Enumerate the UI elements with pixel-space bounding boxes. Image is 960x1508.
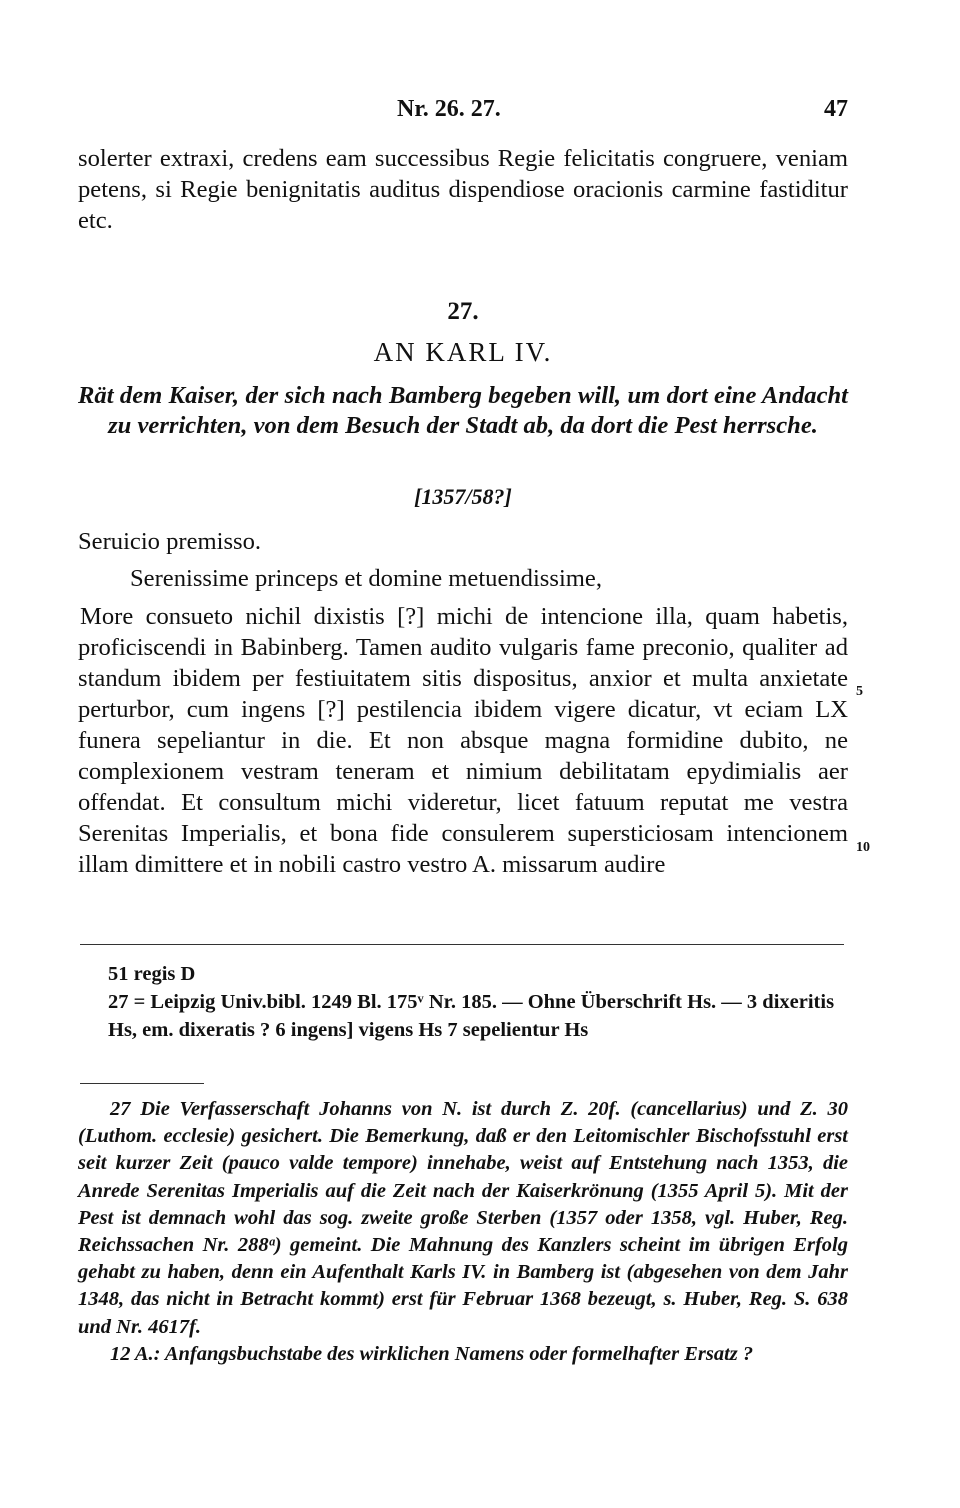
letter-body: More consueto nichil dixistis [?] michi de intencione illa, quam habetis, proficiscendi in Babinberg. Tamen audito vulgaris fame preconio, qualiter ad standum ibidem per festiuitatem sitis dispositus, anxior et multa anxietate perturbor, cum ingens [?] pestilencia ibidem vigere dicatur, vt eciam LX funera sepeliantur in die. Et non absque magna formidine dubito, ne complexionem vestram teneram et nimium debilitatam epydimialis aer offendat. Et consultum michi videretur, licet fatuum reputat me vestra Serenitas Imperialis, et bona fide consulerem supersticiosam intencionem illam dimittere et in nobili castro vestro A. missarum audire bbox=[78, 603, 848, 878]
document-summary: Rät dem Kaiser, der sich nach Bamberg begeben will, um dort eine Andacht zu verrichten, von dem Besuch der Stadt ab, da dort die Pest herrsche. bbox=[78, 382, 848, 439]
critical-apparatus bbox=[78, 960, 848, 1044]
salutation: Seruicio premisso. bbox=[78, 528, 262, 555]
document-number: 27. bbox=[447, 298, 479, 325]
footnote-divider bbox=[80, 944, 844, 945]
address-line: Serenissime princeps et domine metuendissime, bbox=[130, 565, 602, 592]
document-date: [1357/58?] bbox=[414, 484, 512, 509]
page-number: 47 bbox=[824, 96, 848, 122]
commentary-notes bbox=[78, 1096, 848, 1368]
line-number-5: 5 bbox=[856, 684, 863, 699]
apparatus-line: 27 = Leipzig Univ.bibl. 1249 Bl. 175ᵛ Nr. 185. — Ohne Überschrift Hs. — 3 dixeritis Hs, em. dixeratis ? 6 ingens] vigens Hs 7 sepelientur Hs bbox=[108, 991, 835, 1041]
line-number-10: 10 bbox=[856, 840, 870, 855]
commentary-divider bbox=[80, 1083, 204, 1084]
running-header bbox=[78, 96, 848, 126]
commentary-note: 12 A.: Anfangsbuchstabe des wirklichen Namens oder formelhafter Ersatz ? bbox=[110, 1342, 754, 1365]
carryover-paragraph: solerter extraxi, credens eam successibus Regie felicitatis congruere, veniam petens, si Regie benignitatis auditus dispendiose oracionis carmine fastiditur etc. bbox=[78, 145, 848, 234]
commentary-note: 27 Die Verfasserschaft Johanns von N. ist durch Z. 20f. (cancellarius) und Z. 30 (Luthom. ecclesie) gesichert. Die Bemerkung, daß er den Leitomischler Bischofsstuhl erst seit kurzer Zeit (pauco valde tempore) innehabe, weist auf Entstehung nach 1353, die Anrede Serenitas Imperialis auf die Zeit nach der Kaiserkrönung (1355 April 5). Mit der Pest ist demnach wohl das sog. zweite große Sterben (1357 oder 1358, vgl. Huber, Reg. Reichssachen Nr. 288ᵃ) gemeint. Die Mahnung des Kanzlers scheint im übrigen Erfolg gehabt zu haben, denn ein Aufenthalt Karls IV. in Bamberg ist (abgesehen von dem Jahr 1348, das nicht in Betracht kommt) erst für Februar 1368 bezeugt, s. Huber, Reg. S. 638 und Nr. 4617f. bbox=[78, 1098, 848, 1338]
document-title: AN KARL IV. bbox=[373, 337, 553, 367]
apparatus-line: 51 regis D bbox=[108, 963, 196, 985]
document-reference: Nr. 26. 27. bbox=[397, 96, 501, 122]
